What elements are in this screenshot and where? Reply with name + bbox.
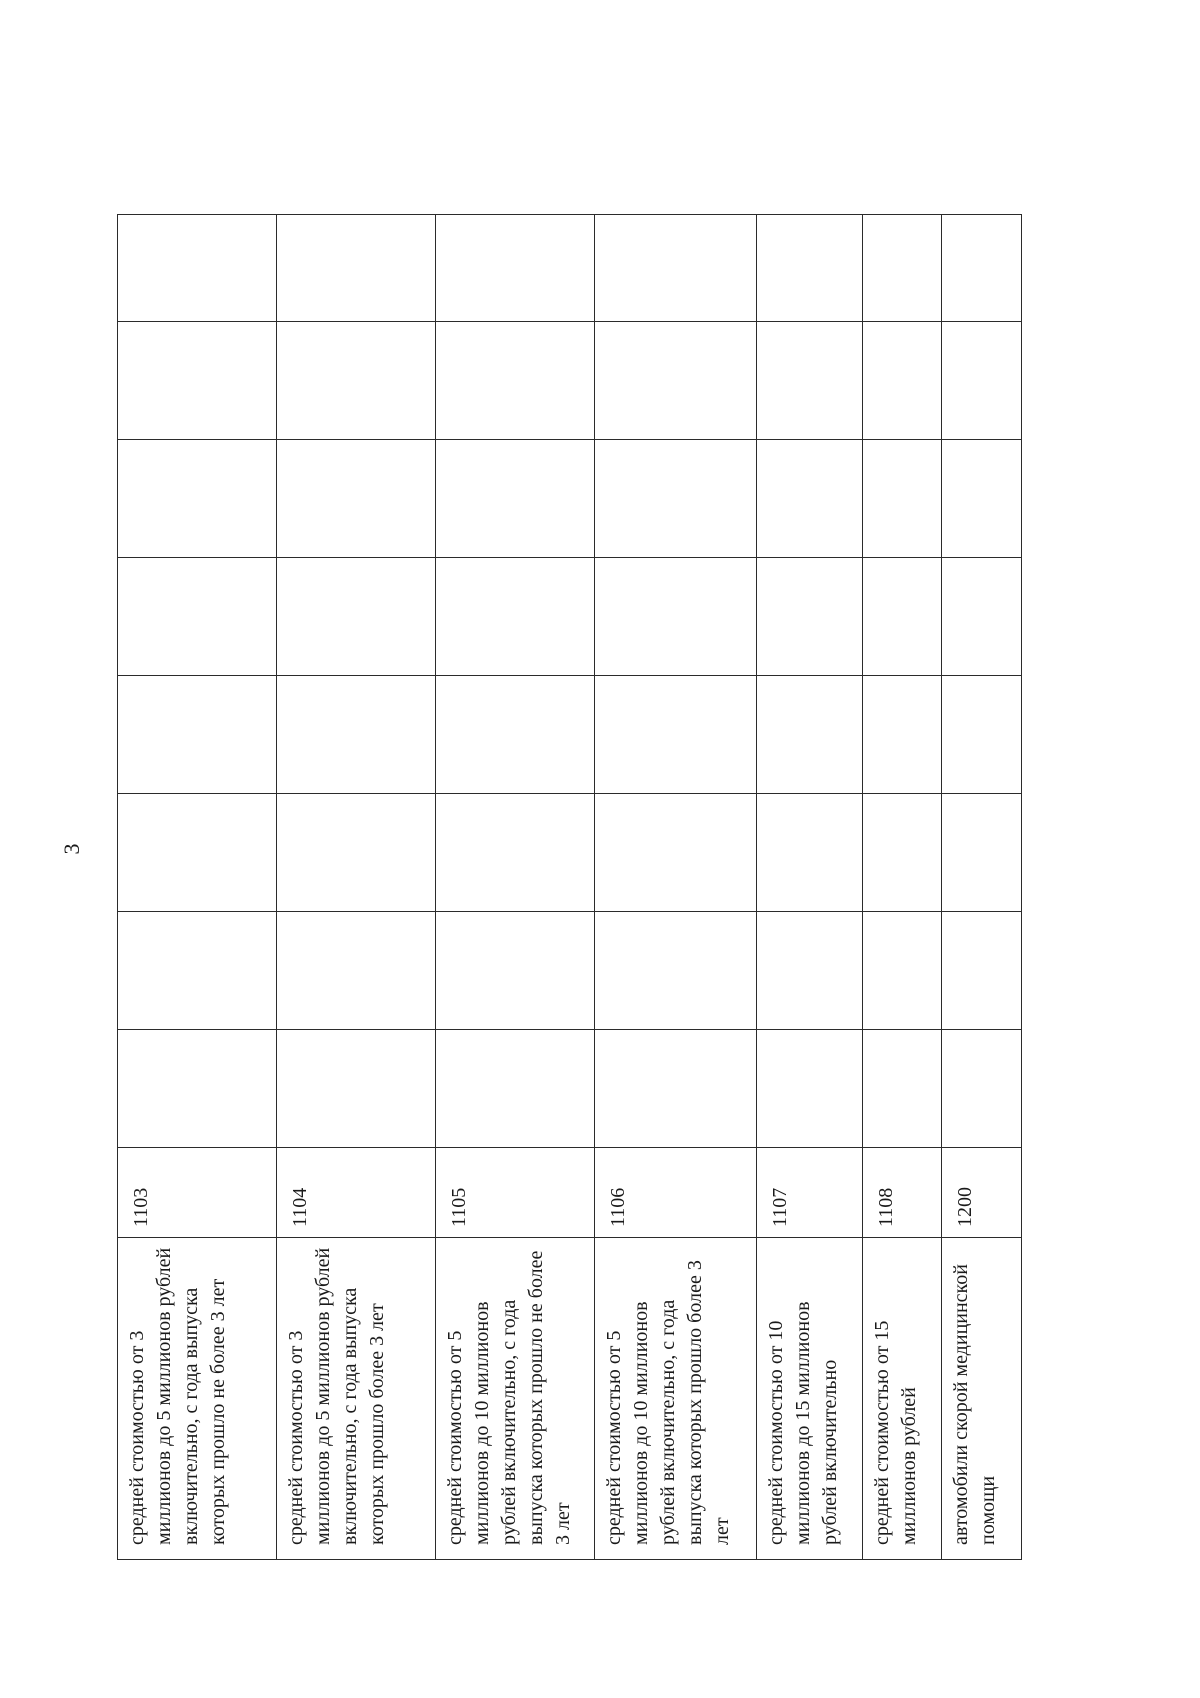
data-table (117, 214, 1022, 1560)
row-description: средней стоимостью от 15 миллионов рублей (871, 1320, 921, 1545)
empty-cell (941, 1030, 1021, 1148)
empty-cell (118, 676, 277, 794)
empty-cell (436, 215, 595, 322)
empty-cell (863, 1030, 941, 1148)
empty-cell (118, 322, 277, 440)
row-description: средней стоимостью от 5 миллионов до 10 миллионов рублей включительно, с года выпуска которых прошло более 3 лет (602, 1260, 733, 1545)
table-container (117, 215, 1022, 1560)
row-code-cell (276, 1148, 436, 1238)
row-description: средней стоимостью от 10 миллионов до 15 миллионов рублей включительно (765, 1301, 842, 1545)
row-description-cell (941, 1238, 1021, 1560)
empty-cell (276, 912, 436, 1030)
empty-cell (118, 794, 277, 912)
empty-cell (757, 558, 863, 676)
empty-cell (118, 1030, 277, 1148)
empty-cell (118, 215, 277, 322)
row-description-cell (757, 1238, 863, 1560)
empty-cell (757, 794, 863, 912)
table-row (436, 215, 595, 1560)
row-description: средней стоимостью от 5 миллионов до 10 миллионов рублей включительно, с года выпуска которых прошло не более 3 лет (444, 1250, 575, 1545)
empty-cell (436, 794, 595, 912)
table-row (594, 215, 757, 1560)
empty-cell (941, 676, 1021, 794)
row-code: 1200 (953, 1187, 976, 1227)
empty-cell (594, 440, 757, 558)
empty-cell (436, 912, 595, 1030)
row-code: 1107 (769, 1187, 792, 1227)
row-code-cell (757, 1148, 863, 1238)
empty-cell (863, 215, 941, 322)
empty-cell (757, 912, 863, 1030)
empty-cell (436, 440, 595, 558)
empty-cell (863, 322, 941, 440)
row-code-cell (941, 1148, 1021, 1238)
row-description-cell (118, 1238, 277, 1560)
row-code-cell (436, 1148, 595, 1238)
row-description: автомобили скорой медицинской помощи (949, 1264, 999, 1545)
row-code-cell (863, 1148, 941, 1238)
empty-cell (594, 322, 757, 440)
empty-cell (757, 676, 863, 794)
row-code: 1106 (606, 1187, 629, 1227)
empty-cell (757, 440, 863, 558)
empty-cell (436, 676, 595, 794)
empty-cell (436, 558, 595, 676)
empty-cell (863, 558, 941, 676)
empty-cell (276, 1030, 436, 1148)
empty-cell (276, 215, 436, 322)
empty-cell (276, 676, 436, 794)
table-row (276, 215, 436, 1560)
page-number: 3 (59, 843, 84, 855)
empty-cell (941, 558, 1021, 676)
empty-cell (276, 440, 436, 558)
empty-cell (118, 912, 277, 1030)
row-description-cell (276, 1238, 436, 1560)
empty-cell (863, 794, 941, 912)
empty-cell (863, 440, 941, 558)
empty-cell (594, 794, 757, 912)
empty-cell (941, 440, 1021, 558)
empty-cell (941, 794, 1021, 912)
empty-cell (118, 558, 277, 676)
empty-cell (863, 912, 941, 1030)
row-code-cell (594, 1148, 757, 1238)
empty-cell (594, 1030, 757, 1148)
empty-cell (436, 1030, 595, 1148)
table-row (757, 215, 863, 1560)
empty-cell (941, 912, 1021, 1030)
row-description-cell (436, 1238, 595, 1560)
table-row (941, 215, 1021, 1560)
empty-cell (276, 794, 436, 912)
empty-cell (594, 558, 757, 676)
empty-cell (757, 215, 863, 322)
row-code: 1103 (130, 1187, 152, 1227)
row-description-cell (594, 1238, 757, 1560)
row-description-cell (863, 1238, 941, 1560)
row-description: средней стоимостью от 3 миллионов до 5 миллионов рублей включительно, с года выпуска которых прошло более 3 лет (284, 1247, 388, 1545)
empty-cell (594, 215, 757, 322)
empty-cell (863, 676, 941, 794)
empty-cell (757, 1030, 863, 1148)
row-code: 1105 (448, 1187, 471, 1227)
table-row (863, 215, 941, 1560)
empty-cell (276, 558, 436, 676)
empty-cell (941, 215, 1021, 322)
empty-cell (594, 676, 757, 794)
empty-cell (118, 440, 277, 558)
row-code: 1108 (875, 1187, 898, 1227)
row-code: 1104 (288, 1187, 311, 1227)
empty-cell (941, 322, 1021, 440)
empty-cell (594, 912, 757, 1030)
empty-cell (436, 322, 595, 440)
row-code-cell (118, 1148, 277, 1238)
table-row (118, 215, 277, 1560)
empty-cell (276, 322, 436, 440)
row-description: средней стоимостью от 3 миллионов до 5 миллионов рублей включительно, с года выпуска которых прошло не более 3 лет (126, 1247, 229, 1545)
empty-cell (757, 322, 863, 440)
